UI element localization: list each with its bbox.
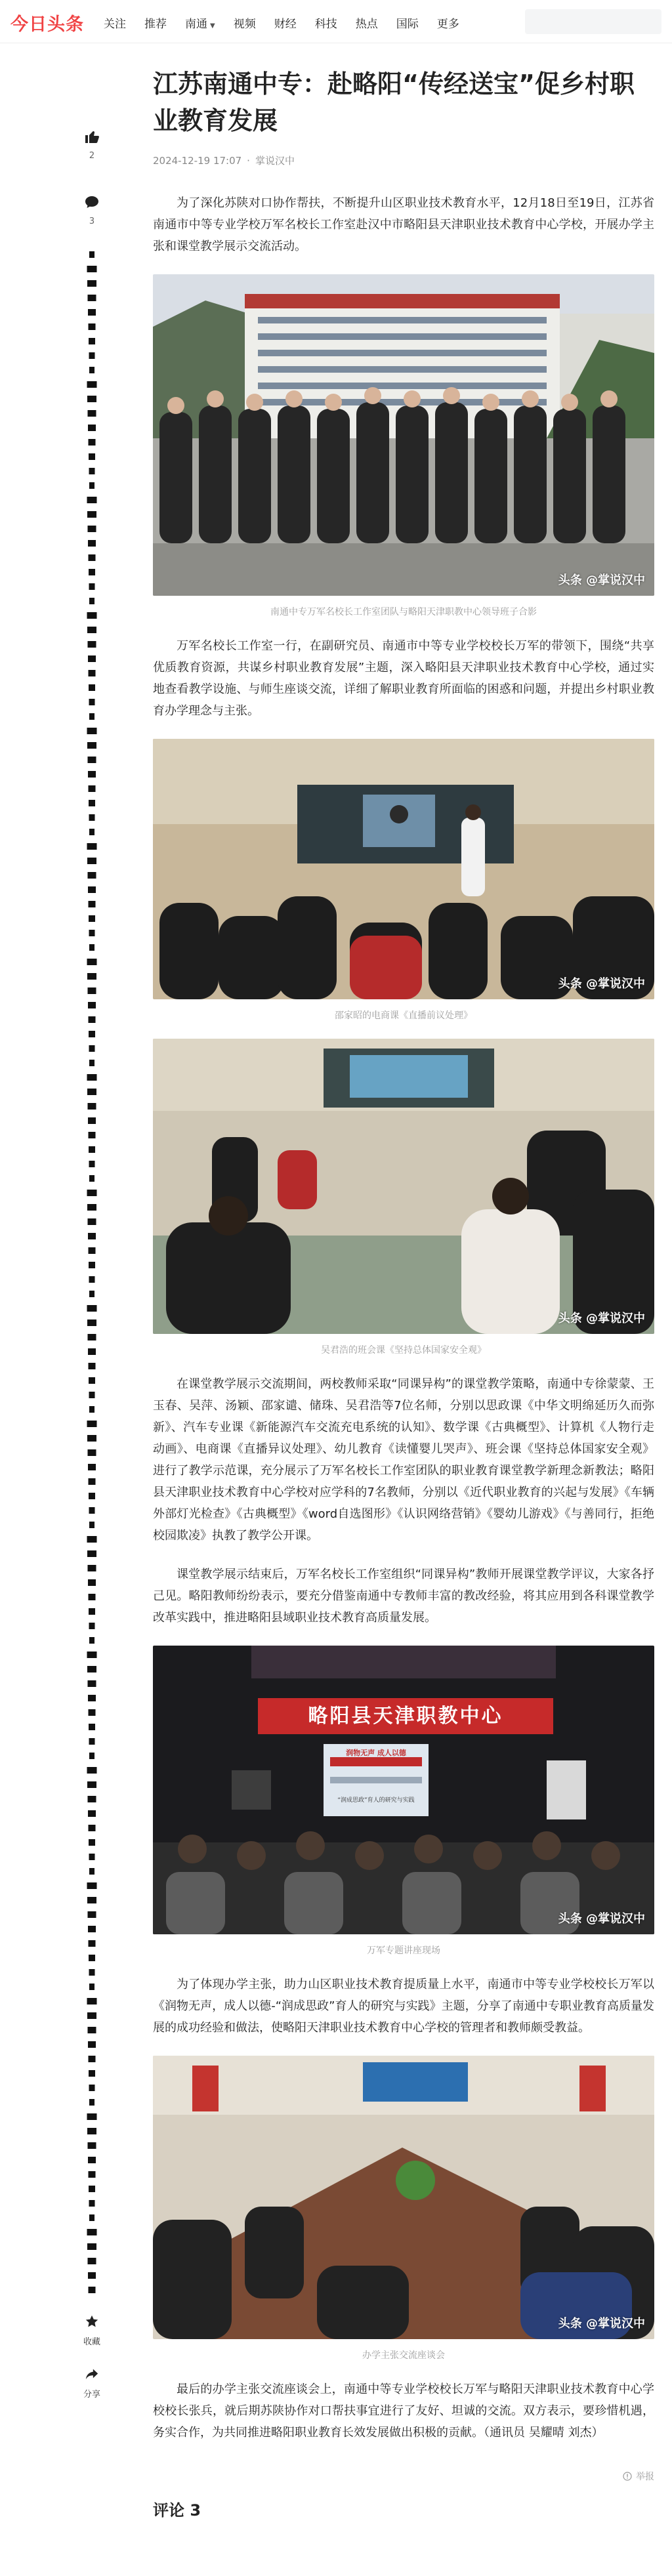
strip-mark xyxy=(89,1276,95,1283)
strip-mark xyxy=(87,381,97,388)
strip-mark xyxy=(88,1810,96,1817)
strip-mark xyxy=(88,2142,96,2149)
strip-mark xyxy=(87,843,97,850)
strip-mark xyxy=(89,814,95,821)
strip-mark xyxy=(87,1074,97,1081)
strip-mark xyxy=(87,612,97,619)
author-name[interactable]: 掌说汉中 xyxy=(255,155,295,167)
article-meta xyxy=(153,154,654,167)
figure-ecommerce-class xyxy=(153,739,654,1022)
strip-mark xyxy=(89,1839,95,1846)
strip-mark xyxy=(89,1522,94,1528)
strip-mark xyxy=(87,1421,97,1427)
comments-title: 评论 3 xyxy=(153,2501,201,2520)
strip-mark xyxy=(89,1753,94,1759)
strip-mark xyxy=(89,1161,95,1167)
strip-mark xyxy=(87,1550,96,1557)
thumbs-up-icon xyxy=(84,129,100,144)
strip-mark xyxy=(87,728,97,734)
strip-mark xyxy=(89,2186,95,2192)
strip-mark xyxy=(87,2229,97,2235)
strip-mark xyxy=(87,973,96,980)
strip-mark xyxy=(89,1045,95,1052)
strip-mark xyxy=(89,1406,94,1413)
strip-mark xyxy=(89,1709,96,1716)
strip-mark xyxy=(88,1680,96,1687)
chevron-down-icon: ▼ xyxy=(210,22,215,30)
strip-mark xyxy=(88,1117,96,1124)
strip-mark xyxy=(89,1507,95,1514)
strip-mark xyxy=(89,1146,95,1153)
strip-mark xyxy=(89,1478,96,1485)
report-button[interactable] xyxy=(623,2470,654,2483)
strip-mark xyxy=(89,1493,95,1499)
strip-mark xyxy=(89,670,96,676)
group-photo xyxy=(153,274,654,596)
figure-group-photo xyxy=(153,274,654,618)
caption-5: 办学主张交流座谈会 xyxy=(362,2350,445,2361)
strip-mark xyxy=(88,1911,96,1918)
strip-mark xyxy=(88,2258,96,2264)
strip-mark xyxy=(89,323,96,330)
ecommerce-class-photo xyxy=(153,739,654,999)
comment-bubble-icon xyxy=(84,194,100,210)
photo-watermark: 头条 @掌说汉中 xyxy=(558,2317,645,2331)
strip-mark xyxy=(88,540,96,547)
caption-4: 万军专题讲座现场 xyxy=(367,1945,440,1956)
nav-item-nantong-label: 南通 xyxy=(185,18,207,31)
comment-button[interactable] xyxy=(72,190,112,226)
strip-mark xyxy=(89,1392,95,1398)
nav-item-more[interactable]: 更多 xyxy=(436,18,459,31)
strip-mark xyxy=(87,1204,96,1211)
strip-mark xyxy=(87,1666,96,1672)
strip-mark xyxy=(88,757,96,763)
strip-mark xyxy=(89,1854,95,1860)
publish-date: 2024-12-19 17:07 xyxy=(153,155,242,167)
strip-mark xyxy=(89,2070,95,2077)
strip-mark xyxy=(87,1305,97,1312)
paragraph-2: 万军名校长工作室一行，在副研究员、南通市中等专业学校校长万军的带领下，围绕“共享优质教育资源，共谋乡村职业教育发展”主题，深入略阳县天津职业技术教育中心学校，通过实地查看教学设施、与师生座谈交流，详细了解职业教育所面临的困惑和问题，并提出乡村职业教育办学理念与主张。 xyxy=(153,639,654,718)
strip-mark xyxy=(88,1695,96,1701)
strip-mark xyxy=(88,425,96,431)
strip-mark xyxy=(89,699,95,705)
strip-mark xyxy=(89,1594,96,1600)
collect-button[interactable] xyxy=(72,2310,112,2347)
strip-mark xyxy=(87,497,97,503)
strip-mark xyxy=(89,1132,96,1138)
star-icon xyxy=(85,2314,99,2329)
strip-mark xyxy=(89,684,95,691)
nav-item-follow[interactable]: 关注 xyxy=(104,18,126,31)
class-meeting-photo xyxy=(153,1039,654,1334)
article-title: 江苏南通中专：赴略阳“传经送宝”促乡村职业教育发展 xyxy=(153,70,635,135)
paragraph-3: 在课堂教学展示交流期间，两校教师采取“同课异构”的课堂教学策略，南通中专徐蒙蒙、王玉春、吴萍、汤颖、邵家谴、储珠、吴君浩等7位名师，分别以思政课《中华文明绵延历久而弥新》、汽车专业课《新能源汽车交流充电系统的认知》、数学课《古典概型》、计算机《人物行走动画》、电商课《直播异议处理》、幼儿教育《读懂婴儿哭声》、班会课《坚持总体国家安全观》进行了教学示范课，充分展示了万军名校长工作室团队的职业教育课堂教学新理念新教法；略阳县天津职业技术教育中心学校对应学科的7名教师，分别以《近代职业教育的兴起与发展》《车辆外部灯光检查》《古典概型》《word自选图形》《认识网络营销》《婴幼儿游戏》《与善同行，拒绝校园欺凌》执教了教学公开课。 xyxy=(153,1377,654,1543)
strip-mark xyxy=(88,2272,96,2279)
strip-mark xyxy=(88,410,96,417)
symposium-photo xyxy=(153,2056,654,2339)
paragraph-4: 课堂教学展示结束后，万军名校长工作室组织“同课异构”教师开展课堂教学评议，大家各抒己见。略阳教师纷纷表示，要充分借鉴南通中专教师丰富的教改经验，将其应用到各科课堂教学改革实践中，推进略阳县域职业技术教育高质量发展。 xyxy=(153,1568,654,1625)
strip-mark xyxy=(87,266,97,272)
strip-mark xyxy=(89,1031,95,1037)
strip-mark xyxy=(89,1608,95,1615)
strip-mark xyxy=(89,944,94,951)
strip-mark xyxy=(87,1897,96,1903)
strip-mark xyxy=(88,1233,96,1239)
strip-mark xyxy=(89,1969,95,1976)
strip-mark xyxy=(89,453,95,460)
comment-count: 3 xyxy=(89,217,95,226)
site-logo[interactable]: 今日头条 xyxy=(10,14,84,35)
report-label: 举报 xyxy=(636,2472,654,2482)
strip-mark xyxy=(89,583,95,590)
strip-mark xyxy=(88,1579,96,1586)
meta-separator: · xyxy=(247,155,250,167)
strip-mark xyxy=(89,2085,95,2091)
nav-item-video[interactable]: 视频 xyxy=(233,18,256,31)
strip-mark xyxy=(87,280,96,287)
strip-mark xyxy=(89,829,94,835)
strip-mark xyxy=(88,886,96,893)
strip-mark xyxy=(88,872,96,879)
nav-item-recommend[interactable]: 推荐 xyxy=(144,18,167,31)
article xyxy=(153,66,654,2520)
strip-mark xyxy=(89,1175,94,1182)
warning-icon xyxy=(623,2472,632,2481)
strip-mark xyxy=(88,987,96,994)
strip-mark xyxy=(88,1796,96,1802)
nav-item-tech[interactable]: 科技 xyxy=(314,18,337,31)
strip-mark xyxy=(87,959,97,965)
strip-mark xyxy=(89,915,95,922)
strip-mark xyxy=(87,1767,97,1774)
strip-mark xyxy=(87,1435,96,1442)
slide-text-2: “润成思政”育人的研究与实践 xyxy=(337,1797,415,1804)
paragraph-1: 为了深化苏陕对口协作帮扶，不断提升山区职业技术教育水平，12月18日至19日，江苏省南通市中等专业学校万军名校长工作室赴汉中市略阳县天津职业技术教育中心学校，开展办学主张和课堂教学展示交流活动。 xyxy=(153,196,654,253)
strip-mark xyxy=(89,598,94,604)
strip-mark xyxy=(88,295,96,301)
strip-mark xyxy=(88,1103,96,1110)
strip-mark xyxy=(87,1652,97,1658)
strip-mark xyxy=(88,526,96,532)
photo-watermark: 头条 @掌说汉中 xyxy=(558,1912,645,1926)
strip-mark xyxy=(89,251,94,258)
strip-mark xyxy=(89,1291,94,1297)
class-meeting-image xyxy=(153,1039,654,1334)
strip-mark xyxy=(89,352,95,359)
strip-mark xyxy=(89,1637,94,1644)
strip-mark xyxy=(87,1190,97,1196)
strip-mark xyxy=(88,309,96,316)
top-navigation xyxy=(0,0,672,43)
strip-mark xyxy=(88,1565,96,1571)
caption-2: 邵家昭的电商课《直播前议处理》 xyxy=(335,1010,472,1021)
strip-mark xyxy=(89,1984,94,1990)
strip-mark xyxy=(89,800,95,806)
strip-mark xyxy=(89,1825,96,1831)
strip-mark xyxy=(89,1262,95,1268)
strip-mark xyxy=(89,1955,95,1961)
strip-mark xyxy=(88,641,96,648)
ecommerce-class-image xyxy=(153,739,654,999)
strip-mark xyxy=(87,511,96,518)
reaction-strip xyxy=(87,247,97,2305)
strip-mark xyxy=(89,1060,94,1066)
strip-mark xyxy=(87,858,96,864)
collect-label: 收藏 xyxy=(83,2337,100,2347)
strip-mark xyxy=(88,2157,96,2163)
strip-mark xyxy=(87,1089,96,1095)
strip-mark xyxy=(89,338,95,344)
strip-mark xyxy=(89,1377,95,1384)
photo-watermark: 头条 @掌说汉中 xyxy=(558,573,645,587)
strip-mark xyxy=(89,1016,96,1023)
strip-mark xyxy=(89,554,96,561)
strip-mark xyxy=(89,2200,95,2207)
strip-mark xyxy=(87,1882,97,1889)
strip-mark xyxy=(89,367,94,373)
strip-mark xyxy=(87,742,96,749)
strip-mark xyxy=(88,1464,96,1470)
like-count: 2 xyxy=(89,151,95,161)
slide-text-1: 润物无声 成人以德 xyxy=(346,1749,406,1757)
strip-mark xyxy=(87,1536,97,1543)
photo-watermark: 头条 @掌说汉中 xyxy=(558,1312,645,1325)
channel-nav xyxy=(104,14,478,31)
strip-mark xyxy=(89,1363,96,1369)
strip-mark xyxy=(89,2214,94,2221)
figure-class-meeting xyxy=(153,1039,654,1356)
lecture-image xyxy=(153,1646,654,1934)
strip-mark xyxy=(89,2056,96,2062)
strip-mark xyxy=(88,2041,96,2048)
paragraph-5: 为了体现办学主张，助力山区职业技术教育提质量上水平，南通市中等专业学校校长万军以《润物无声，成人以德-“润成思政”育人的研究与实践》主题，分享了南通中专职业教育高质量发展的成功经验和做法，使略阳天津职业技术教育中心学校的管理者和教师颇受教益。 xyxy=(153,1978,654,2035)
strip-mark xyxy=(88,1348,96,1355)
strip-mark xyxy=(89,713,94,720)
like-button[interactable] xyxy=(72,125,112,161)
share-button[interactable] xyxy=(72,2362,112,2399)
strip-mark xyxy=(87,627,96,633)
caption-3: 吴君浩的班会课《坚持总体国家安全观》 xyxy=(321,1345,486,1356)
strip-mark xyxy=(88,771,96,778)
nav-item-hot[interactable]: 热点 xyxy=(355,18,378,31)
strip-mark xyxy=(89,2171,96,2178)
strip-mark xyxy=(88,1002,96,1008)
share-arrow-icon xyxy=(85,2367,99,2381)
photo-watermark: 头条 @掌说汉中 xyxy=(558,977,645,991)
strip-mark xyxy=(88,2027,96,2033)
nav-item-finance[interactable]: 财经 xyxy=(274,18,297,31)
strip-mark xyxy=(87,1781,96,1788)
strip-mark xyxy=(89,482,94,489)
strip-mark xyxy=(87,2012,96,2019)
strip-mark xyxy=(88,1926,96,1932)
strip-mark xyxy=(87,1998,97,2005)
banner-text: 略阳县天津职教中心 xyxy=(308,1705,503,1728)
strip-mark xyxy=(88,1449,96,1456)
nav-item-nantong[interactable] xyxy=(185,14,215,31)
share-label: 分享 xyxy=(83,2390,100,2399)
strip-mark xyxy=(89,1868,94,1875)
report-row xyxy=(153,2470,654,2483)
group-photo-image xyxy=(153,274,654,596)
strip-mark xyxy=(89,439,96,446)
figure-lecture xyxy=(153,1646,654,1957)
strip-mark xyxy=(88,1218,96,1225)
strip-mark xyxy=(89,1724,95,1730)
strip-mark xyxy=(87,2243,96,2250)
nav-item-international[interactable]: 国际 xyxy=(396,18,419,31)
strip-mark xyxy=(89,569,95,575)
figure-symposium xyxy=(153,2056,654,2361)
strip-mark xyxy=(89,468,95,474)
strip-mark xyxy=(89,901,96,907)
strip-mark xyxy=(87,2113,97,2120)
strip-mark xyxy=(87,1319,96,1326)
strip-mark xyxy=(89,785,96,792)
strip-mark xyxy=(88,1334,96,1340)
strip-mark xyxy=(89,1940,96,1947)
strip-mark xyxy=(89,2099,94,2106)
lecture-photo xyxy=(153,1646,654,1934)
strip-mark xyxy=(89,2287,96,2293)
strip-mark xyxy=(89,1247,96,1254)
strip-mark xyxy=(89,1738,95,1745)
strip-mark xyxy=(88,655,96,662)
symposium-image xyxy=(153,2056,654,2339)
search-input[interactable] xyxy=(525,9,662,34)
strip-mark xyxy=(87,396,96,402)
paragraph-6: 最后的办学主张交流座谈会上，南通中等专业学校校长万军与略阳天津职业技术教育中心学校校长张兵，就后期苏陕协作对口帮扶事宜进行了友好、坦诚的交流。双方表示，要珍惜机遇，务实合作，为共同推进略阳职业教育长效发展做出积极的贡献。（通讯员 吴耀晴 刘杰） xyxy=(153,2382,654,2440)
strip-mark xyxy=(89,930,95,936)
strip-mark xyxy=(89,1623,95,1629)
strip-mark xyxy=(87,2128,96,2134)
caption-1: 南通中专万军名校长工作室团队与略阳天津职教中心领导班子合影 xyxy=(270,607,537,617)
